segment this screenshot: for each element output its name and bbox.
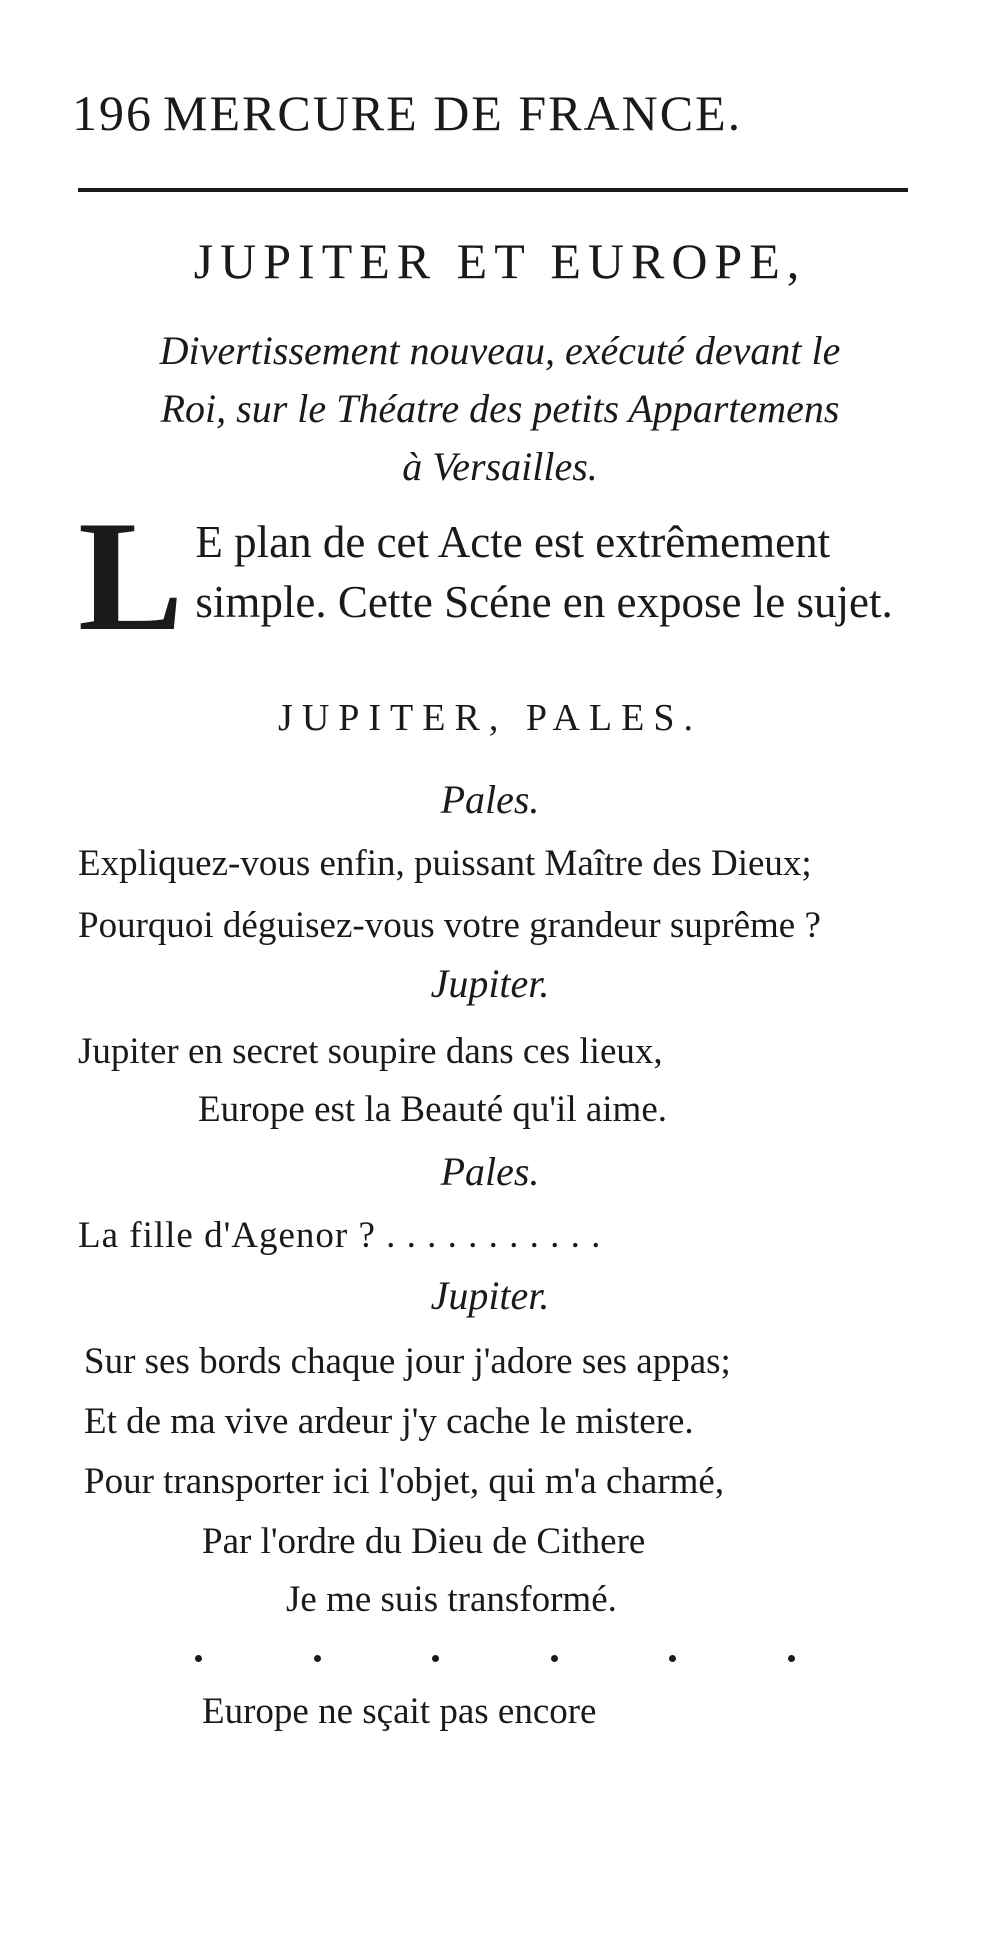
header-rule bbox=[78, 188, 908, 192]
verse-line: La fille d'Agenor ? . . . . . . . . . . . bbox=[78, 1215, 602, 1256]
drop-cap: L bbox=[78, 489, 184, 664]
journal-title: MERCURE DE FRANCE. bbox=[163, 85, 743, 141]
ellipsis-dot bbox=[432, 1655, 439, 1662]
ellipsis-dot bbox=[314, 1655, 321, 1662]
speaker-name: Pales. bbox=[440, 777, 540, 822]
verse-line: Pourquoi déguisez-vous votre grandeur suprême ? bbox=[78, 905, 821, 946]
ellipsis-dot bbox=[195, 1655, 202, 1662]
ellipsis-dot bbox=[669, 1655, 676, 1662]
ellipsis-divider bbox=[195, 1648, 795, 1668]
scene-heading: JUPITER, PALES. bbox=[278, 697, 702, 739]
verse-line: Expliquez-vous enfin, puissant Maître des Dieux; bbox=[78, 843, 812, 884]
verse-line: Sur ses bords chaque jour j'adore ses appas; bbox=[84, 1341, 731, 1382]
piece-title: JUPITER ET EUROPE, bbox=[193, 233, 807, 289]
subtitle-line: à Versailles. bbox=[402, 444, 598, 489]
verse-line: Je me suis transformé. bbox=[286, 1579, 617, 1620]
subtitle-line: Roi, sur le Théatre des petits Appartemens bbox=[160, 386, 840, 431]
speaker-name: Pales. bbox=[440, 1149, 540, 1194]
verse-line: Europe ne sçait pas encore bbox=[202, 1691, 597, 1732]
verse-line: Pour transporter ici l'objet, qui m'a charmé, bbox=[84, 1461, 725, 1502]
speaker-name: Jupiter. bbox=[430, 1273, 550, 1318]
speaker-name: Jupiter. bbox=[430, 961, 550, 1006]
subtitle-line: Divertissement nouveau, exécuté devant le bbox=[159, 328, 841, 373]
page-number: 196 bbox=[72, 85, 153, 141]
running-head bbox=[72, 84, 742, 142]
intro-paragraph bbox=[78, 489, 918, 664]
verse-line: Jupiter en secret soupire dans ces lieux, bbox=[78, 1031, 663, 1072]
verse-line: Et de ma vive ardeur j'y cache le mistere. bbox=[84, 1401, 694, 1442]
ellipsis-dot bbox=[788, 1655, 795, 1662]
intro-text: E plan de cet Acte est extrêmement simple. Cette Scéne en expose le sujet. bbox=[195, 517, 893, 627]
piece-subtitle bbox=[60, 322, 940, 496]
ellipsis-dot bbox=[551, 1655, 558, 1662]
verse-line: Par l'ordre du Dieu de Cithere bbox=[202, 1521, 646, 1562]
verse-line: Europe est la Beauté qu'il aime. bbox=[198, 1089, 668, 1130]
